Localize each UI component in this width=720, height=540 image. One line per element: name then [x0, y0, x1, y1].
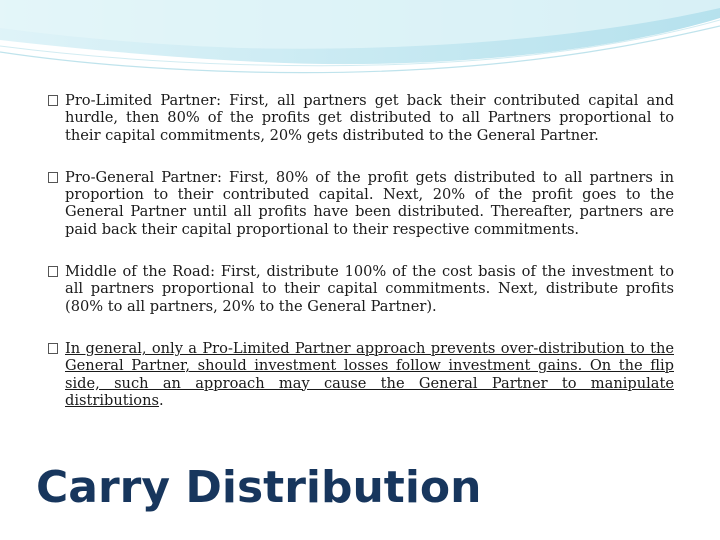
checkbox-bullet-icon: [48, 343, 58, 354]
checkbox-bullet-icon: [48, 172, 58, 183]
bullet-suffix: .: [158, 391, 164, 409]
checkbox-bullet-icon: [48, 95, 58, 106]
bullet-text: Pro-General Partner: First, 80% of the profit gets distributed to all partners in proportion to their contributed capital. Next, 20% of the profit goes to the General Partner until all profits have been distributed. Thereafter, partners are paid back their capital proportional to their respective commitments.: [65, 168, 674, 238]
bullet-in-general: [48, 340, 674, 409]
bullet-text: In general, only a Pro-Limited Partner approach prevents over-distribution to the General Partner, should investment losses follow investment gains. On the flip side, such an approach may cause the General Partner to manipulate distributions: [65, 339, 674, 409]
bullet-text: Middle of the Road: First, distribute 100% of the cost basis of the investment to all partners proportional to their capital commitments. Next, distribute profits (80% to all partners, 20% to the General Partner).: [65, 263, 674, 315]
bullet-pro-general-partner: [48, 169, 674, 238]
bullet-list: [48, 92, 674, 434]
bullet-pro-limited-partner: [48, 92, 674, 144]
bullet-text: Pro-Limited Partner: First, all partners get back their contributed capital and hurdle, then 80% of the profits get distributed to all Partners proportional to their capital commitments, 20% gets distributed to the General Partner.: [65, 92, 674, 144]
header-wave-decoration: [0, 0, 720, 80]
bullet-middle-of-the-road: [48, 263, 674, 315]
checkbox-bullet-icon: [48, 266, 58, 277]
slide-title: Carry Distribution: [36, 462, 482, 513]
